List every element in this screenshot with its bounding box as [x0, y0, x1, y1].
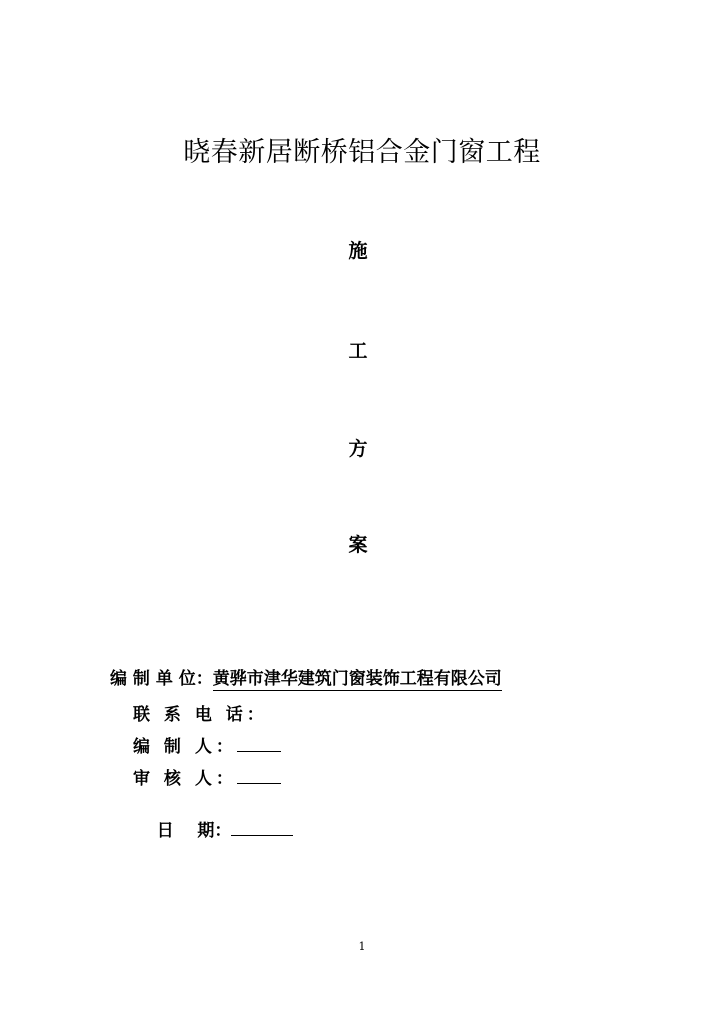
vertical-char-2: 工: [348, 340, 368, 362]
unit-value: 黄骅市津华建筑门窗装饰工程有限公司: [212, 669, 502, 689]
compiler-line: [133, 732, 281, 757]
vertical-char-1: 施: [348, 240, 368, 262]
reviewer-blank: [237, 767, 281, 784]
unit-label: 编 制 单 位：: [110, 669, 213, 689]
phone-label: 联 系 电 话：: [133, 705, 268, 725]
document-title: 晓春新居断桥铝合金门窗工程: [183, 137, 541, 168]
reviewer-label: 审 核 人：: [133, 769, 237, 789]
compiler-label: 编 制 人：: [133, 737, 237, 757]
date-label: 日 期：: [156, 821, 232, 841]
date-blank: [231, 819, 293, 836]
compiler-blank: [237, 735, 281, 752]
reviewer-line: [133, 764, 281, 789]
unit-line: [110, 664, 502, 689]
vertical-char-4: 案: [348, 534, 368, 556]
page-number: 1: [358, 940, 366, 953]
phone-line: [133, 700, 268, 725]
date-line: [133, 796, 293, 861]
vertical-char-3: 方: [348, 438, 368, 460]
